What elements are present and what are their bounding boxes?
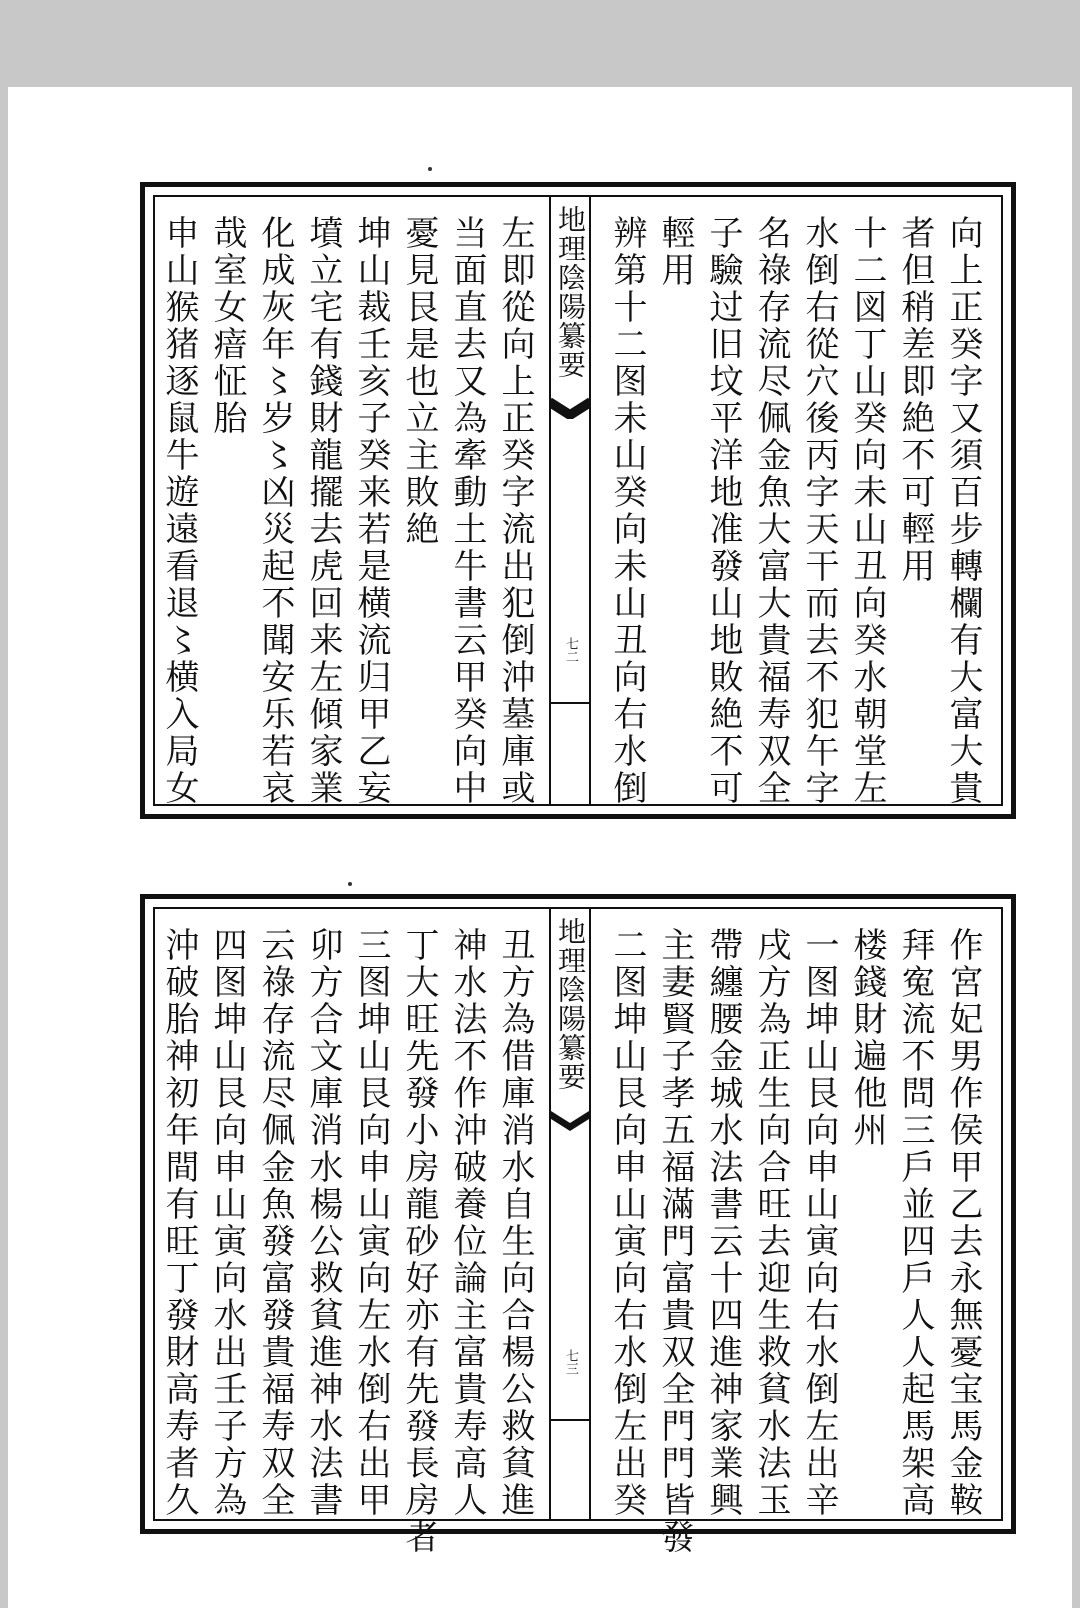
text-column: 左即從向上正癸字流出犯倒沖墓庫或 bbox=[495, 215, 535, 807]
text-column: 云祿存流尽佩金魚發富發貴福寿双全 bbox=[255, 927, 295, 1519]
spine-rule bbox=[551, 702, 589, 704]
center-spine bbox=[549, 909, 591, 1519]
text-column: 神水法不作沖破養位論主富貴寿高人 bbox=[447, 927, 487, 1519]
text-column: 向上正癸字又須百步轉欄有大富大貴 bbox=[943, 215, 983, 807]
book-page-bottom bbox=[140, 894, 1016, 1556]
text-column: 三图坤山艮向申山寅向左水倒右出甲 bbox=[351, 927, 391, 1519]
text-column: 子驗过旧坟平洋地准發山地敗絶不可 bbox=[703, 215, 743, 807]
text-column: 化成灰年〻岁〻凶災起不聞安乐若哀 bbox=[255, 215, 295, 807]
scan-speck bbox=[348, 882, 352, 886]
text-column: 辨第十二图未山癸向未山丑向右水倒 bbox=[607, 215, 647, 807]
scan-speck bbox=[428, 167, 432, 171]
text-column: 一图坤山艮向申山寅向右水倒左出辛 bbox=[799, 927, 839, 1519]
text-column: 水倒右從穴後丙字天干而去不犯午字 bbox=[799, 215, 839, 807]
page-number: 七二 bbox=[563, 637, 578, 663]
page-frame bbox=[153, 195, 1003, 806]
text-column: 作宮妃男作侯甲乙去永無憂宝馬金鞍 bbox=[943, 927, 983, 1519]
text-column: 申山猴猪逐鼠牛遊遠看退〻横入局女 bbox=[159, 215, 199, 807]
text-column: 坤山裁壬亥子癸来若是横流归甲乙妄 bbox=[351, 215, 391, 807]
text-column: 二图坤山艮向申山寅向右水倒左出癸 bbox=[607, 927, 647, 1519]
text-column: 楼錢財遍他州 bbox=[847, 927, 887, 1149]
text-column: 沖破胎神初年間有旺丁發財高寿者久 bbox=[159, 927, 199, 1519]
book-title: 地理陰陽纂要 bbox=[554, 917, 587, 1091]
text-column: 四图坤山艮向申山寅向水出壬子方為 bbox=[207, 927, 247, 1519]
page-number: 七三 bbox=[563, 1349, 578, 1375]
text-column: 拜寃流不問三戶並四戶人人起馬架高 bbox=[895, 927, 935, 1519]
text-column: 卯方合文庫消水楊公救貧進神水法書 bbox=[303, 927, 343, 1519]
text-column: 戌方為正生向合旺去迎生救貧水法玉 bbox=[751, 927, 791, 1519]
text-column: 丁大旺先發小房龍砂好亦有先發長房者 bbox=[399, 927, 439, 1556]
text-column: 輕用 bbox=[655, 215, 695, 289]
text-column: 憂見艮是也立主敗絶 bbox=[399, 215, 439, 548]
text-column: 丑方為借庫消水自生向合楊公救貧進 bbox=[495, 927, 535, 1519]
book-title: 地理陰陽纂要 bbox=[554, 205, 587, 379]
book-page-top bbox=[140, 182, 1016, 819]
fish-tail-ornament bbox=[551, 1109, 589, 1131]
text-column: 墳立宅有錢財龍擺去虎回来左傾家業 bbox=[303, 215, 343, 807]
scan-sheet bbox=[8, 87, 1072, 1608]
spine-rule bbox=[551, 1419, 589, 1421]
text-column: 者但稍差即絶不可輕用 bbox=[895, 215, 935, 585]
fish-tail-ornament bbox=[551, 397, 589, 419]
text-column: 十二図丁山癸向未山丑向癸水朝堂左 bbox=[847, 215, 887, 807]
text-column: 帶纏腰金城水法書云十四進神家業興 bbox=[703, 927, 743, 1519]
text-column: 当面直去又為牽動土牛書云甲癸向中 bbox=[447, 215, 487, 807]
text-column: 名祿存流尽佩金魚大富大貴福寿双全 bbox=[751, 215, 791, 807]
text-column: 哉室女瘖怔胎 bbox=[207, 215, 247, 437]
text-column: 主妻賢子孝五福滿門富貴双全門門皆發 bbox=[655, 927, 695, 1556]
page-frame bbox=[153, 907, 1003, 1556]
center-spine bbox=[549, 197, 591, 804]
